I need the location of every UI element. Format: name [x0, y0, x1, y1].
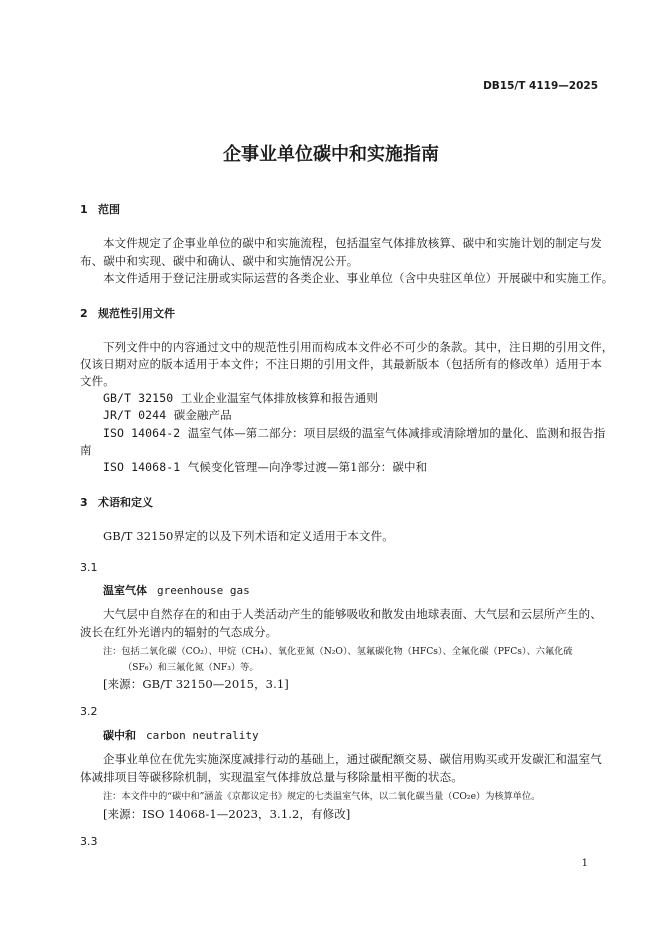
- term-source: [来源：ISO 14068-1—2023，3.1.2，有修改]: [103, 807, 351, 821]
- reference-code: ISO 14064-2: [103, 426, 181, 440]
- reference-title: 气候变化管理—向净零过渡—第1部分：碳中和: [187, 460, 428, 474]
- page-number: 1: [581, 858, 588, 869]
- terms-intro: GB/T 32150界定的以及下列术语和定义适用于本文件。: [103, 529, 394, 543]
- section-title: 范围: [98, 203, 120, 216]
- section-2-heading: [80, 305, 175, 321]
- section-3-heading: [80, 494, 153, 510]
- term-definition-line-1: 大气层中自然存在的和由于人类活动产生的能够吸收和散发由地球表面、大气层和云层所产生的、: [103, 607, 602, 621]
- document-title: 企事业单位碳中和实施指南: [223, 144, 439, 165]
- term-chinese: 碳中和: [103, 729, 136, 742]
- term-definition-line-2: 波长在红外光谱内的辐射的气态成分。: [80, 625, 278, 639]
- reference-item: [103, 425, 605, 441]
- section-title: 规范性引用文件: [98, 307, 175, 320]
- term-definition-line-1: 企事业单位在优先实施深度减排行动的基础上，通过碳配额交易、碳信用购买或开发碳汇和温室气: [103, 752, 602, 766]
- term-note-line-2: （SF₆）和三氟化氮（NF₃）等。: [123, 662, 259, 673]
- term-chinese: 温室气体: [103, 584, 147, 597]
- reference-code: GB/T 32150: [103, 391, 174, 405]
- reference-title-continued: 南: [80, 443, 92, 457]
- section-number: 2: [80, 307, 88, 320]
- reference-item: [103, 459, 427, 475]
- scope-paragraph-1-line-1: 本文件规定了企事业单位的碳中和实施流程，包括温室气体排放核算、碳中和实施计划的制定与发: [103, 236, 602, 250]
- term-number: 3.2: [80, 705, 98, 718]
- section-number: 3: [80, 496, 88, 509]
- normative-intro-line-3: 文件。: [80, 374, 115, 388]
- reference-item: [103, 390, 378, 406]
- term-number: 3.3: [80, 835, 98, 848]
- section-1-heading: [80, 201, 120, 217]
- term-source: [来源：GB/T 32150—2015，3.1]: [103, 677, 289, 691]
- scope-paragraph-2: 本文件适用于登记注册或实际运营的各类企业、事业单位（含中央驻区单位）开展碳中和实施工作。: [103, 271, 614, 285]
- term-heading: [103, 727, 259, 743]
- scope-paragraph-1-line-2: 布、碳中和实现、碳中和确认、碳中和实施情况公开。: [80, 254, 359, 268]
- reference-code: JR/T 0244: [103, 408, 167, 422]
- reference-item: [103, 407, 232, 423]
- term-note: 注：本文件中的“碳中和”涵盖《京都议定书》规定的七类温室气体，以二氧化碳当量（CO₂e）为核算单位。: [103, 791, 541, 802]
- section-number: 1: [80, 203, 88, 216]
- term-note-line-1: 注：包括二氧化碳（CO₂）、甲烷（CH₄）、氧化亚氮（N₂O）、氢氟碳化物（HFCs）、全氟化碳（PFCs）、六氟化硫: [103, 646, 573, 657]
- reference-title: 温室气体—第二部分：项目层级的温室气体减排或清除增加的量化、监测和报告指: [187, 426, 606, 440]
- standard-code: DB15/T 4119—2025: [483, 80, 598, 92]
- term-english: carbon neutrality: [146, 729, 259, 742]
- normative-intro-line-2: 仅该日期对应的版本适用于本文件；不注日期的引用文件，其最新版本（包括所有的修改单）适用于本: [80, 357, 602, 371]
- term-number: 3.1: [80, 561, 98, 574]
- term-heading: [103, 582, 250, 598]
- term-english: greenhouse gas: [157, 584, 250, 597]
- section-title: 术语和定义: [98, 496, 153, 509]
- reference-title: 碳金融产品: [173, 408, 232, 422]
- reference-code: ISO 14068-1: [103, 460, 181, 474]
- normative-intro-line-1: 下列文件中的内容通过文中的规范性引用而构成本文件必不可少的条款。其中，注日期的引用文件，: [103, 340, 614, 354]
- reference-title: 工业企业温室气体排放核算和报告通则: [180, 391, 378, 405]
- term-definition-line-2: 体减排项目等碳移除机制，实现温室气体排放总量与移除量相平衡的状态。: [80, 770, 463, 784]
